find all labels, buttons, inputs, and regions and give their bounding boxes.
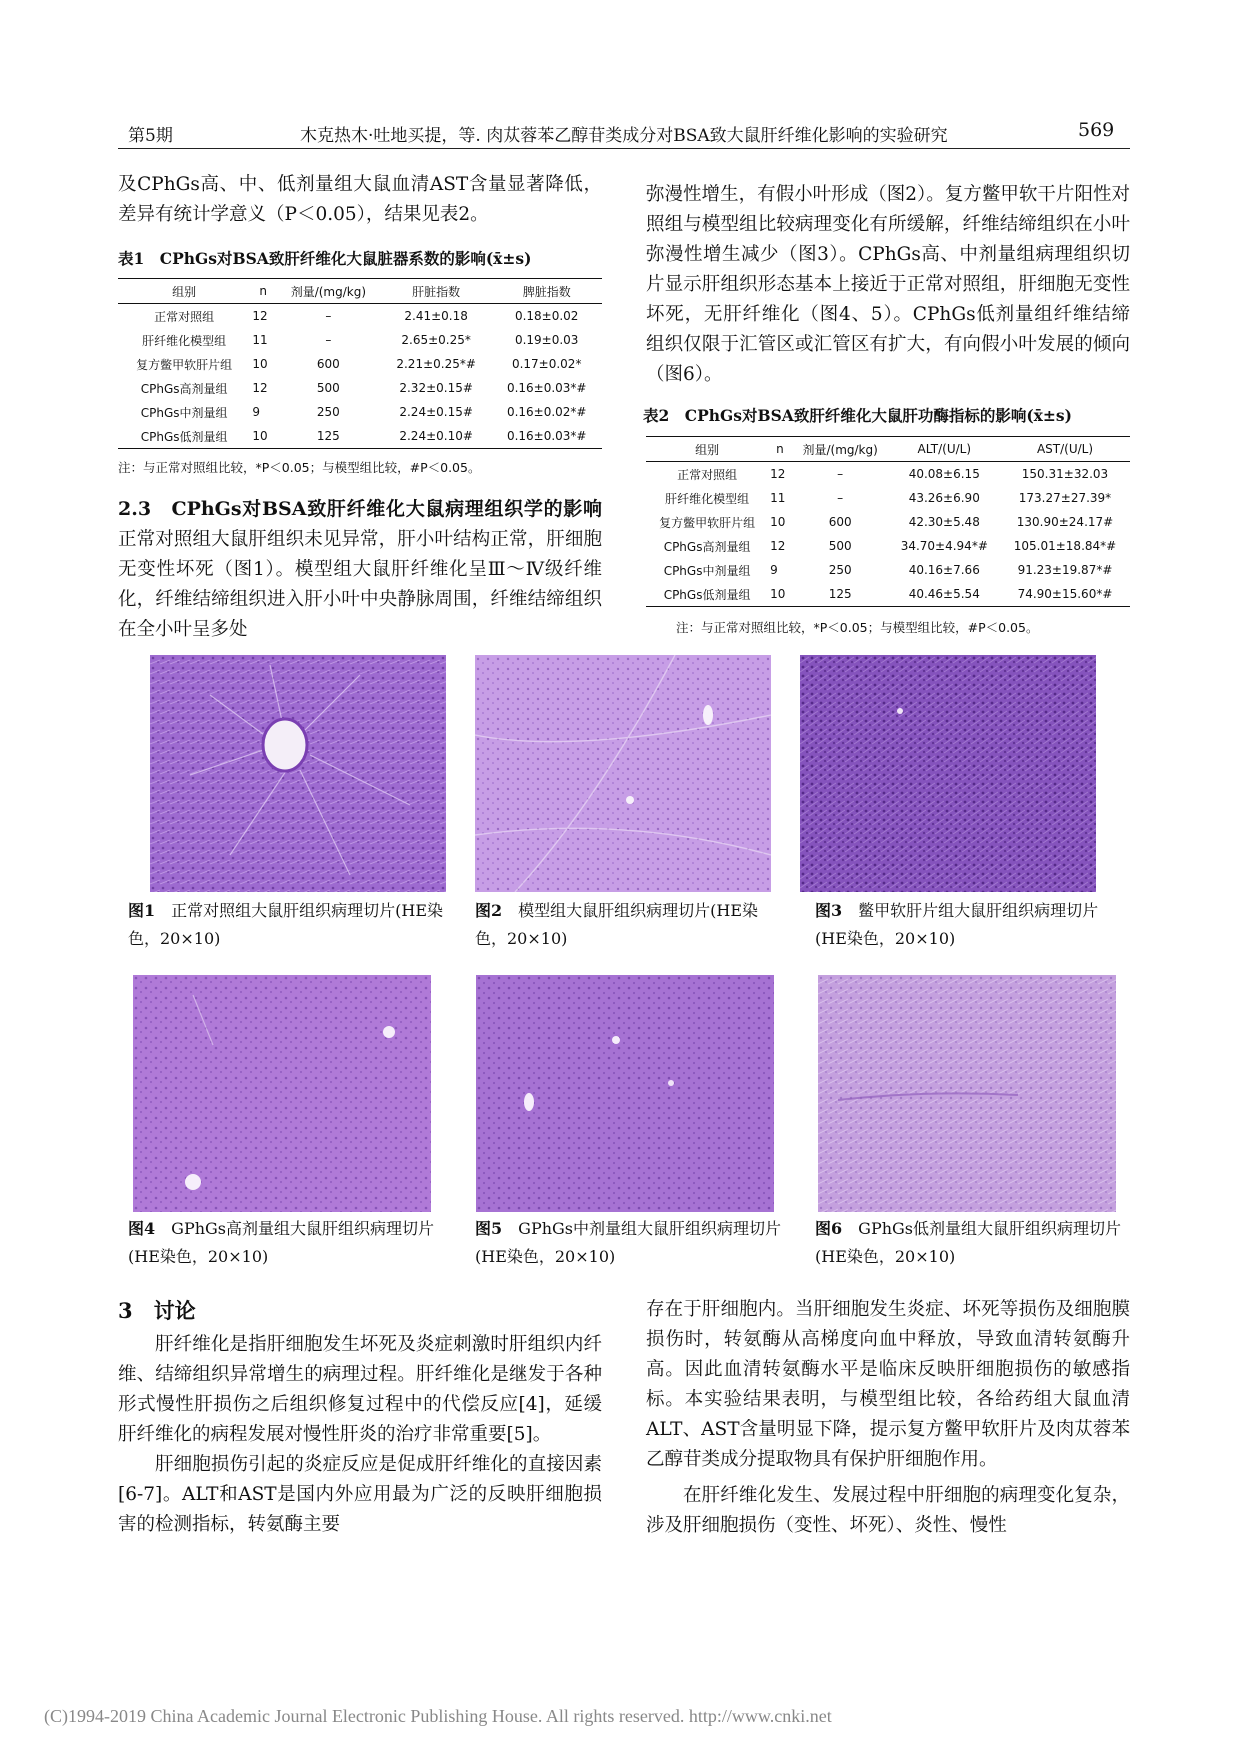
issue-number: 第5期	[128, 126, 173, 146]
table-cell: 250	[828, 563, 852, 577]
table-cell: 12	[770, 539, 786, 553]
figure-label: 图6	[815, 1219, 843, 1238]
table-cell: 0.16±0.03*#	[506, 429, 587, 443]
figure1-caption	[128, 897, 448, 953]
table-cell: 500	[828, 539, 852, 553]
table-cell: 34.70±4.94*#	[900, 539, 988, 553]
table-cell: 2.24±0.10#	[399, 429, 473, 443]
table-cell: 12	[770, 467, 786, 481]
table-cell: 130.90±24.17#	[1016, 515, 1114, 529]
table-cell: CPhGs低剂量组	[140, 429, 228, 444]
table-cell: 10	[252, 429, 268, 443]
table-cell: 43.26±6.90	[908, 491, 980, 505]
table-row	[646, 582, 1130, 607]
table-cell: 0.17±0.02*	[511, 357, 582, 371]
table-cell: –	[837, 491, 844, 505]
column-header: n	[259, 284, 267, 298]
paragraph: 肝细胞损伤引起的炎症反应是促成肝纤维化的直接因素[6-7]。ALT和AST是国内外应用最为广泛的反映肝细胞损害的检测指标，转氨酶主要	[118, 1454, 602, 1535]
table-cell: CPhGs低剂量组	[663, 587, 751, 602]
table-header-row	[646, 437, 1130, 462]
table2	[646, 436, 1130, 607]
table-cell: 9	[252, 405, 260, 419]
table-row	[118, 352, 602, 376]
table-cell: 正常对照组	[677, 467, 738, 482]
table1-caption: 表1 CPhGs对BSA致肝纤维化大鼠脏器系数的影响(x̄±s)	[118, 249, 532, 268]
section-3-right-text	[646, 1295, 1130, 1541]
table-row	[118, 376, 602, 400]
table-cell: 125	[316, 429, 340, 443]
column-header: 剂量/(mg/kg)	[802, 442, 878, 457]
page-number: 569	[1078, 119, 1115, 141]
column-header: AST/(U/L)	[1036, 442, 1094, 456]
table-row	[646, 510, 1130, 534]
table-cell: 250	[316, 405, 340, 419]
table-cell: 40.16±7.66	[908, 563, 980, 577]
table-cell: 2.21±0.25*#	[396, 357, 476, 371]
table-cell: 9	[770, 563, 778, 577]
figure-label: 图5	[475, 1219, 503, 1238]
figure3-caption	[815, 897, 1130, 953]
paragraph: 及CPhGs高、中、低剂量组大鼠血清AST含量显著降低，差异有统计学意义（P＜0.05），结果见表2。	[118, 174, 602, 225]
table-cell: 2.24±0.15#	[399, 405, 473, 419]
table-cell: 0.18±0.02	[514, 309, 579, 323]
table-cell: 肝纤维化模型组	[142, 333, 227, 348]
table-cell: CPhGs中剂量组	[663, 563, 751, 578]
section-2-3	[118, 494, 602, 645]
table-cell: CPhGs中剂量组	[140, 405, 228, 420]
table-cell: 10	[770, 587, 786, 601]
paragraph: 在肝纤维化发生、发展过程中肝细胞的病理变化复杂，涉及肝细胞损伤（变性、坏死）、炎性、慢性	[646, 1485, 1130, 1536]
caption-text: GPhGs低剂量组大鼠肝组织病理切片(HE染色，20×10)	[815, 1219, 1122, 1266]
paragraph: 肝纤维化是指肝细胞发生坏死及炎症刺激时肝组织内纤维、结缔组织异常增生的病理过程。肝纤维化是继发于各种形式慢性肝损伤之后组织修复过程中的代偿反应[4]，延缓肝纤维化的病程发展对慢性肝炎的治疗非常重要[5]。	[118, 1334, 602, 1445]
figure6-image	[818, 975, 1116, 1212]
table-cell: –	[325, 309, 332, 323]
table-cell: 173.27±27.39*	[1018, 491, 1112, 505]
column-header: 组别	[695, 442, 720, 457]
table-header-row	[118, 279, 602, 304]
table2-caption: 表2 CPhGs对BSA致肝纤维化大鼠肝功酶指标的影响(x̄±s)	[643, 406, 1072, 425]
caption-text: 模型组大鼠肝组织病理切片(HE染色，20×10)	[475, 901, 759, 948]
table-cell: 40.08±6.15	[908, 467, 980, 481]
caption-text: GPhGs高剂量组大鼠肝组织病理切片(HE染色，20×10)	[128, 1219, 435, 1266]
column-header: ALT/(U/L)	[917, 442, 972, 456]
table-cell: 500	[316, 381, 340, 395]
paragraph: 存在于肝细胞内。当肝细胞发生炎症、坏死等损伤及细胞膜损伤时，转氨酶从高梯度向血中释放，导致血清转氨酶升高。因此血清转氨酶水平是临床反映肝细胞损伤的敏感指标。本实验结果表明，与模型组比较，各给药组大鼠血清ALT、AST含量明显下降，提示复方鳖甲软肝片及肉苁蓉苯乙醇苷类成分提取物具有保护肝细胞作用。	[646, 1299, 1130, 1470]
column-header: 脾脏指数	[522, 284, 571, 299]
table-cell: 2.41±0.18	[404, 309, 468, 323]
figure-label: 图2	[475, 901, 503, 920]
table-cell: 0.16±0.03*#	[506, 381, 587, 395]
table-cell: 125	[828, 587, 852, 601]
table-cell: 复方鳖甲软肝片组	[659, 515, 756, 530]
table-cell: 600	[828, 515, 852, 529]
table-row	[646, 462, 1130, 487]
table-cell: 肝纤维化模型组	[665, 491, 750, 506]
table-row	[118, 304, 602, 329]
caption-text: 鳖甲软肝片组大鼠肝组织病理切片(HE染色，20×10)	[815, 901, 1099, 948]
paragraph: 正常对照组大鼠肝组织未见异常，肝小叶结构正常，肝细胞无变性坏死（图1）。模型组大鼠肝纤维化呈Ⅲ～Ⅳ级纤维化，纤维结缔组织进入肝小叶中央静脉周围，纤维结缔组织在全小叶呈多处	[118, 529, 602, 640]
table-cell: 正常对照组	[154, 309, 215, 324]
table1	[118, 278, 602, 449]
table-row	[118, 400, 602, 424]
table-cell: –	[837, 467, 844, 481]
table-cell: 12	[252, 381, 268, 395]
table-cell: 91.23±19.87*#	[1017, 563, 1113, 577]
caption-text: GPhGs中剂量组大鼠肝组织病理切片(HE染色，20×10)	[475, 1219, 782, 1266]
figure3-image	[800, 655, 1096, 892]
column-header: 组别	[172, 284, 197, 299]
table-row	[646, 534, 1130, 558]
table-cell: 40.46±5.54	[908, 587, 980, 601]
table-cell: CPhGs高剂量组	[663, 539, 751, 554]
table-cell: CPhGs高剂量组	[140, 381, 228, 396]
figure2-caption	[475, 897, 787, 953]
section-3-left-text	[118, 1330, 602, 1540]
section-heading: 2.3 CPhGs对BSA致肝纤维化大鼠病理组织学的影响	[118, 498, 602, 520]
right-intro-text	[646, 180, 1130, 390]
figure1-image	[150, 655, 446, 892]
figure5-caption	[475, 1215, 787, 1271]
figure2-image	[475, 655, 771, 892]
table-cell: 105.01±18.84*#	[1013, 539, 1117, 553]
column-header: n	[776, 442, 784, 456]
table-cell: 2.32±0.15#	[399, 381, 473, 395]
table-cell: –	[325, 333, 332, 347]
copyright-footer: (C)1994-2019 China Academic Journal Electronic Publishing House. All rights reserved. http://www.cnki.net	[44, 1706, 832, 1726]
table-cell: 2.65±0.25*	[401, 333, 471, 347]
table-cell: 12	[252, 309, 268, 323]
table-cell: 42.30±5.48	[908, 515, 980, 529]
figure4-image	[133, 975, 431, 1212]
table-cell: 11	[252, 333, 268, 347]
table-cell: 600	[316, 357, 340, 371]
figure-label: 图1	[128, 901, 156, 920]
table-cell: 10	[252, 357, 268, 371]
table-row	[118, 328, 602, 352]
left-intro-text	[118, 170, 602, 230]
column-header: 剂量/(mg/kg)	[290, 284, 367, 299]
header-rule	[118, 148, 1130, 149]
table-row	[646, 486, 1130, 510]
table-cell: 10	[770, 515, 786, 529]
section-3-heading: 3 讨论	[118, 1298, 196, 1323]
table-row	[646, 558, 1130, 582]
column-header: 肝脏指数	[412, 284, 461, 299]
figure-label: 图4	[128, 1219, 156, 1238]
table-cell: 150.31±32.03	[1021, 467, 1109, 481]
table-cell: 0.16±0.02*#	[506, 405, 587, 419]
figure6-caption	[815, 1215, 1130, 1271]
table-row	[118, 424, 602, 449]
caption-text: 正常对照组大鼠肝组织病理切片(HE染色，20×10)	[128, 901, 444, 948]
figure4-caption	[128, 1215, 448, 1271]
figure-label: 图3	[815, 901, 843, 920]
table2-note: 注：与正常对照组比较，*P＜0.05；与模型组比较，#P＜0.05。	[676, 620, 1039, 635]
table1-note: 注：与正常对照组比较，*P＜0.05；与模型组比较，#P＜0.05。	[118, 460, 481, 475]
table-cell: 11	[770, 491, 786, 505]
table-cell: 复方鳖甲软肝片组	[136, 357, 233, 372]
running-title: 木克热木·吐地买提，等. 肉苁蓉苯乙醇苷类成分对BSA致大鼠肝纤维化影响的实验研究	[300, 126, 948, 146]
table-cell: 0.19±0.03	[514, 333, 579, 347]
table-cell: 74.90±15.60*#	[1017, 587, 1113, 601]
figure5-image	[476, 975, 774, 1212]
paragraph: 弥漫性增生，有假小叶形成（图2）。复方鳖甲软干片阳性对照组与模型组比较病理变化有所缓解，纤维结缔组织在小叶弥漫性增生减少（图3）。CPhGs高、中剂量组病理组织切片显示肝组织形态基本上接近于正常对照组，肝细胞无变性坏死，无肝纤维化（图4、5）。CPhGs低剂量组纤维结缔组织仅限于汇管区或汇管区有扩大，有向假小叶发展的倾向（图6）。	[646, 184, 1130, 385]
